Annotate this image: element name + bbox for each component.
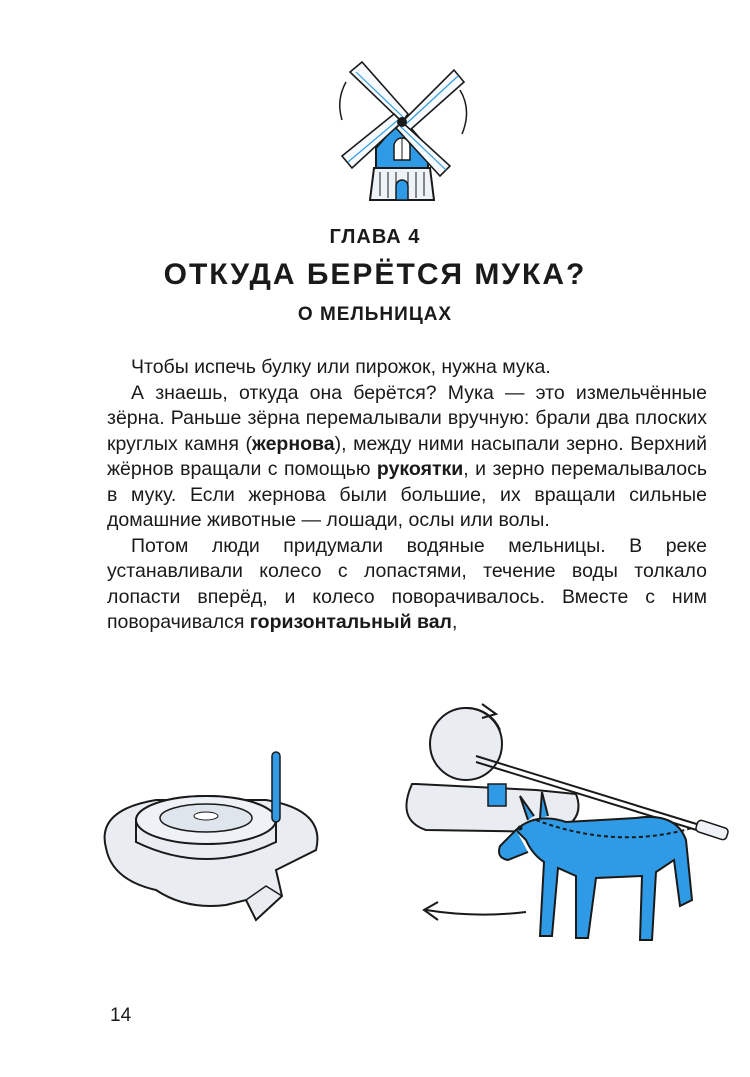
body-text — [107, 355, 707, 636]
term-horizontal-shaft: горизонтальный вал — [249, 611, 452, 633]
donkey-mill-illustration — [406, 704, 729, 940]
hand-millstone-illustration — [105, 752, 318, 920]
term-handle: рукоятки — [376, 458, 464, 480]
page-title: ОТКУДА БЕРЁТСЯ МУКА? — [163, 258, 587, 291]
paragraph-2: А знаешь, откуда она берётся? Мука — это измельчённые зёрна. Раньше зёрна перемалывали вручную: брали два плоских круглых камня (жернова), между ними насыпали зерно. Верхний жёрнов вращали с помощью рукоятки, и зерно перемалывалось в муку. Если жернова были большие, их вращали сильные домашние животные — лошади, ослы или волы. — [107, 381, 707, 531]
paragraph-3: Потом люди придумали водяные мельницы. В реке устанавливали колесо с лопастями, течение воды толкало лопасти вперёд, и колесо поворачивалось. Вместе с ним поворачивался горизонтальный вал, — [107, 534, 707, 633]
paragraph-1: Чтобы испечь булку или пирожок, нужна мука. — [131, 356, 551, 378]
page-number: 14 — [110, 1005, 132, 1026]
page-subtitle: О МЕЛЬНИЦАХ — [297, 304, 453, 325]
term-millstones: жернова — [252, 432, 335, 455]
windmill-icon — [322, 50, 482, 210]
chapter-label: ГЛАВА 4 — [329, 226, 421, 248]
mill-illustrations — [96, 700, 736, 1000]
rotation-arrow-icon — [426, 910, 526, 915]
